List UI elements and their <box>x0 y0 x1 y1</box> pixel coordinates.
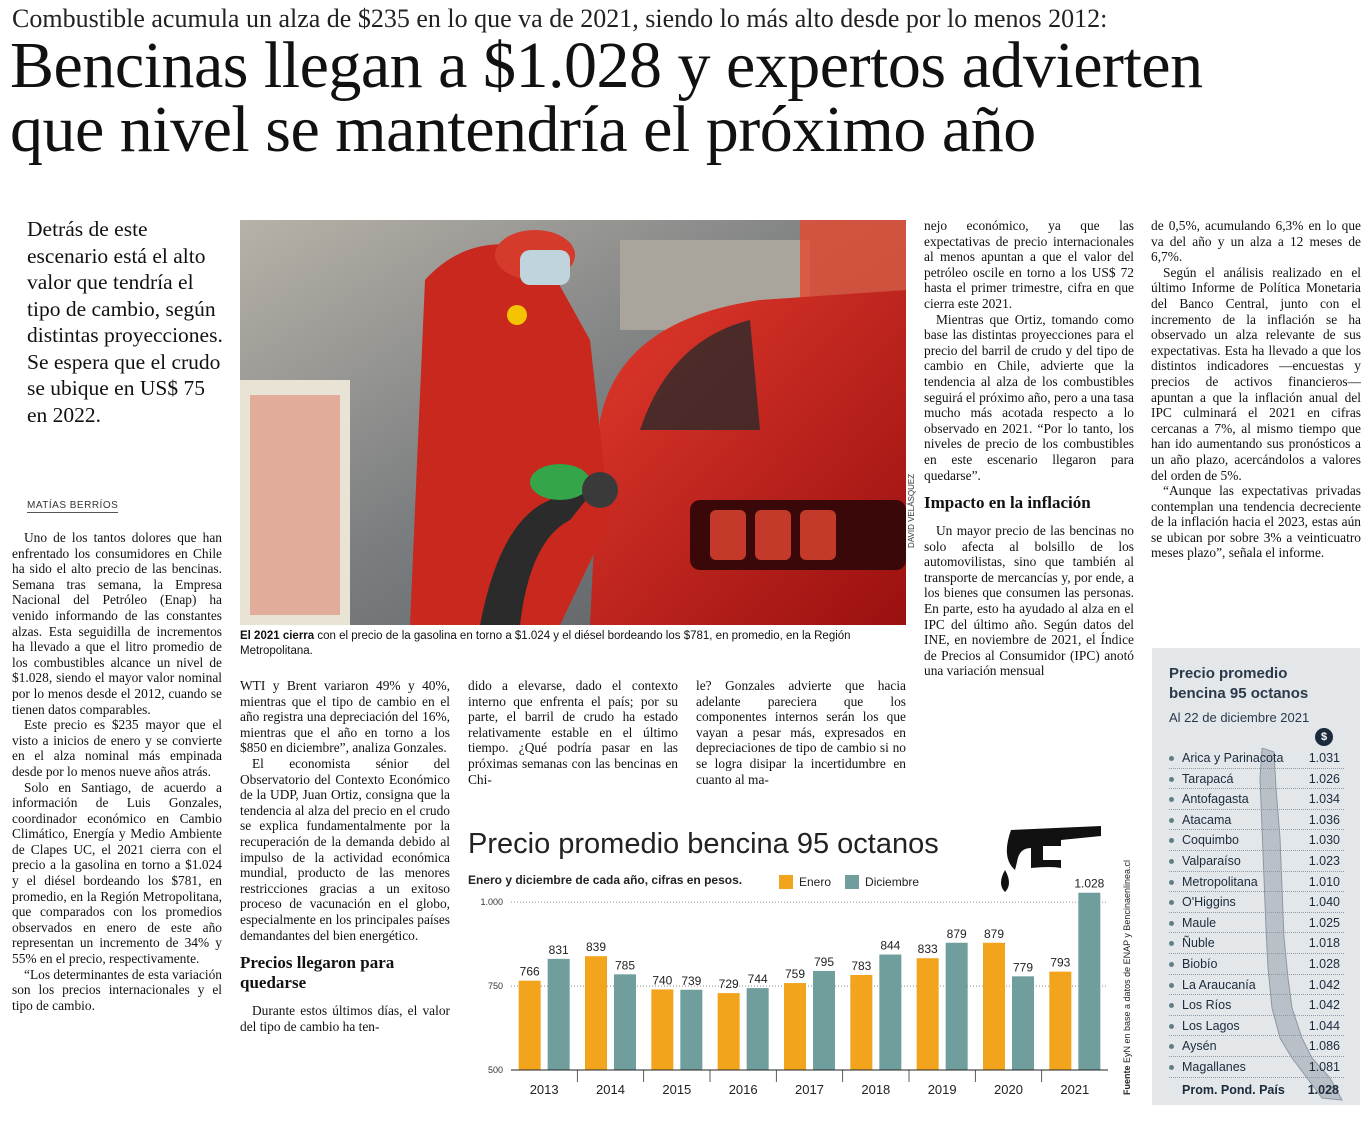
national-average-value: 1.028 <box>1307 1083 1339 1097</box>
region-list <box>1169 748 1344 1078</box>
bullet-icon <box>1169 1003 1174 1008</box>
region-row <box>1169 954 1344 975</box>
data-label: 785 <box>614 958 636 973</box>
data-label: 1.028 <box>1074 876 1105 891</box>
legend-label: Diciembre <box>865 875 920 889</box>
data-label: 783 <box>851 958 872 973</box>
region-price: 1.044 <box>1308 1018 1340 1033</box>
data-label: 795 <box>813 954 835 969</box>
bar-diciembre <box>548 959 570 1070</box>
data-label: 766 <box>519 964 540 979</box>
region-price: 1.030 <box>1308 833 1340 848</box>
region-price: 1.034 <box>1308 792 1340 807</box>
bar-diciembre <box>614 974 636 1070</box>
region-row <box>1169 995 1344 1016</box>
bar-enero <box>917 958 939 1070</box>
data-label: 759 <box>784 967 806 982</box>
region-name: Coquimbo <box>1182 833 1239 848</box>
data-label: 779 <box>1012 960 1034 975</box>
photo-fuel-attendant <box>240 220 906 625</box>
paragraph: Este precio es $235 mayor que el visto a inicios de enero y se convierte en el alza nominal más empinada desde por lo menos nueve años atrás. <box>12 717 222 779</box>
region-name: Los Ríos <box>1182 998 1232 1013</box>
paragraph: le? Gonzales advierte que hacia adelante pareciera que los componentes internos serán los que vayan a pesar más, expresados en depreciaciones de tipo de cambio si no se logra disipar la incertidumbre en cuanto al ma- <box>696 678 906 787</box>
region-name: Ñuble <box>1182 936 1215 951</box>
paragraph: WTI y Brent variaron 49% y 40%, mientras que el tipo de cambio en el año registra una depreciación del 16%, mientras que el año en torno a los $850 en diciembre”, analiza Gonzales. <box>240 678 450 756</box>
x-tick-label: 2021 <box>1060 1082 1090 1097</box>
region-name: Tarapacá <box>1182 771 1234 786</box>
chart-plot <box>463 818 1133 1108</box>
paragraph: Durante estos últimos días, el valor del tipo de cambio ha ten- <box>240 1003 450 1034</box>
region-name: Antofagasta <box>1182 792 1249 807</box>
subhead-precios: Precios llegaron para quedarse <box>240 953 395 993</box>
chart-title: Precio promedio bencina 95 octanos <box>468 828 939 860</box>
region-name: La Araucanía <box>1182 977 1256 992</box>
paragraph: “Los determinantes de esta variación son los precios internacionales y el tipo de cambio. <box>12 966 222 1013</box>
price-chart <box>463 818 1133 1108</box>
bar-enero <box>1049 972 1071 1070</box>
chart-source <box>1122 860 1132 1095</box>
region-price: 1.031 <box>1308 751 1340 765</box>
region-price: 1.018 <box>1308 936 1340 951</box>
subhead-inflacion: Impacto en la inflación <box>924 493 1091 513</box>
column-2 <box>240 678 450 1108</box>
column-1 <box>12 530 222 1108</box>
bar-diciembre <box>1012 976 1034 1070</box>
headline-line-1: Bencinas llegan a $1.028 y expertos advierten <box>10 29 1203 102</box>
bullet-icon <box>1169 818 1174 823</box>
bar-enero <box>651 989 673 1070</box>
bullet-icon <box>1169 941 1174 946</box>
sidebar-title <box>1169 664 1308 704</box>
bullet-icon <box>1169 921 1174 926</box>
region-price: 1.010 <box>1308 874 1340 889</box>
column-4 <box>696 678 906 798</box>
bullet-icon <box>1169 983 1174 988</box>
bar-diciembre <box>747 988 769 1070</box>
data-label: 879 <box>983 926 1005 941</box>
region-price: 1.040 <box>1308 895 1340 910</box>
bar-diciembre <box>879 955 901 1070</box>
bar-enero <box>850 975 872 1070</box>
bullet-icon <box>1169 900 1174 905</box>
region-price: 1.042 <box>1308 977 1340 992</box>
article-kicker: Combustible acumula un alza de $235 en lo que va de 2021, siendo lo más alto desde por lo menos 2012: <box>12 4 1108 33</box>
data-label: 839 <box>585 940 607 955</box>
bar-diciembre <box>680 990 702 1070</box>
bullet-icon <box>1169 756 1174 761</box>
bullet-icon <box>1169 962 1174 967</box>
region-price: 1.025 <box>1308 915 1340 930</box>
region-price: 1.042 <box>1308 998 1340 1013</box>
column-5 <box>924 218 1134 798</box>
bullet-icon <box>1169 859 1174 864</box>
paragraph: “Aunque las expectativas privadas contemplan una tendencia decreciente de la inflación hacia el 2023, estas aún se ubican por sobre 3% a veinticuatro meses plazo”, señala el informe. <box>1151 483 1361 561</box>
x-tick-label: 2016 <box>728 1082 758 1097</box>
paragraph: Según el análisis realizado en el último Informe de Política Monetaria del Banco Central, junto con el incremento de la inflación se ha observado un alza relevante de sus expectativas. Esta ha llevado a que los distintos indicadores —encuestas y precios de activos financieros— apuntan a que la inflación anual del IPC culminará el 2021 en cifras cercanas a 7%, al mismo tiempo que han ido aumentando sus pronósticos a un año plazo, acercándolos a valores del orden de 5%. <box>1151 264 1361 483</box>
column-3 <box>468 678 678 798</box>
bullet-icon <box>1169 1044 1174 1049</box>
bar-enero <box>585 956 607 1070</box>
region-name: Aysén <box>1182 1039 1217 1054</box>
bar-enero <box>519 981 541 1070</box>
bullet-icon <box>1169 797 1174 802</box>
article-headline <box>10 29 1360 166</box>
article-lead: Detrás de este escenario está el alto valor que tendría el tipo de cambio, según distintas proyecciones. Se espera que el crudo se ubique en US$ 75 en 2022. <box>27 217 223 427</box>
paragraph: Uno de los tantos dolores que han enfrentado los consumidores en Chile ha sido el alto precio de las bencinas. Semana tras semana, la Empresa Nacional del Petróleo (Enap) ha venido informando de las constantes alzas. Esta seguidilla de incrementos ha llevado a que el litro promedio de los combustibles alcance un nivel de $1.028, siendo el mayor valor nominal por lo menos desde el 2012, cuando se tienen datos comparables. <box>12 530 222 717</box>
caption-text: con el precio de la gasolina en torno a $1.024 y el diésel bordeando los $781, en promedio, en la Región Metropolitana. <box>240 630 851 657</box>
data-label: 729 <box>718 977 739 992</box>
bar-diciembre <box>1078 893 1100 1070</box>
region-row <box>1169 892 1344 913</box>
currency-icon: $ <box>1315 728 1333 746</box>
region-name: Los Lagos <box>1182 1018 1240 1033</box>
paragraph: El economista sénior del Observatorio del Contexto Económico de la UDP, Juan Ortiz, consigna que la tendencia al alza del precio en el crudo se explica fundamentalmente por la recuperación de la demanda debido al impulso de la actividad económica mundial, producto de las menores restricciones gracias a un exitoso proceso de vacunación en el globo, especialmente en los principales países demandantes del bien energético. <box>240 755 450 943</box>
region-row <box>1169 748 1344 769</box>
region-name: Metropolitana <box>1182 874 1258 889</box>
region-row <box>1169 1057 1344 1078</box>
data-label: 879 <box>946 926 967 941</box>
x-tick-label: 2014 <box>596 1082 625 1097</box>
sidebar-title-line-1: Precio promedio <box>1169 665 1288 682</box>
region-name: Atacama <box>1182 812 1232 827</box>
paragraph: Un mayor precio de las bencinas no solo afecta al bolsillo de los automovilistas, sino que también al transporte de mercancías y, por ende, a los bienes que consumen las personas. En parte, esto ha ayudado al alza en el IPC del último año. Según datos del INE, en noviembre de 2021, el Índice de Precios al Consumidor (IPC) anotó una variación mensual <box>924 523 1134 679</box>
column-6 <box>1151 218 1361 633</box>
region-row <box>1169 1036 1344 1057</box>
photo-caption <box>240 629 906 659</box>
region-row <box>1169 769 1344 790</box>
y-tick-label: 750 <box>487 981 503 992</box>
data-label: 793 <box>1050 955 1071 970</box>
bullet-icon <box>1169 777 1174 782</box>
sidebar-title-line-2: bencina 95 octanos <box>1169 685 1309 702</box>
region-name: Arica y Parinacota <box>1182 751 1284 765</box>
x-tick-label: 2019 <box>927 1082 957 1097</box>
paragraph: de 0,5%, acumulando 6,3% en lo que va del año y un alza a 12 meses de 6,7%. <box>1151 218 1361 265</box>
regional-prices-box <box>1152 648 1360 1105</box>
data-label: 831 <box>548 942 569 957</box>
byline: MATÍAS BERRÍOS <box>27 500 119 511</box>
paragraph: dido a elevarse, dado el contexto interno que enfrenta el país; por su parte, el barril de crudo ha estado relativamente estable en el último tiempo. ¿Qué podría pasar en las próximas semanas con las bencinas en Chi- <box>468 678 678 787</box>
source-label: Fuente <box>1122 1065 1132 1095</box>
region-price: 1.036 <box>1308 812 1340 827</box>
bar-diciembre <box>813 971 835 1070</box>
bullet-icon <box>1169 838 1174 843</box>
national-average-label: Prom. Pond. País <box>1182 1083 1285 1097</box>
chart-subtitle: Enero y diciembre de cada año, cifras en pesos. <box>468 873 743 887</box>
region-price: 1.086 <box>1308 1039 1340 1054</box>
region-row <box>1169 933 1344 954</box>
bar-enero <box>983 943 1005 1070</box>
region-price: 1.023 <box>1308 853 1340 868</box>
region-row <box>1169 810 1344 831</box>
paragraph: Mientras que Ortiz, tomando como base las distintas proyecciones para el precio del barril de crudo y del tipo de cambio en Chile, advierte que la tendencia al alza de los combustibles seguirá el próximo año, pero a una tasa mucho más acotada respecto a lo observado en 2021. “Por lo tanto, los niveles de precio de los combustibles en este escenario llegaron para quedarse”. <box>924 311 1134 483</box>
region-row <box>1169 913 1344 934</box>
national-average <box>1182 1083 1342 1097</box>
y-tick-label: 1.000 <box>480 897 503 908</box>
region-price: 1.026 <box>1308 771 1340 786</box>
data-label: 740 <box>652 973 673 988</box>
x-tick-label: 2013 <box>529 1082 559 1097</box>
caption-lead: El 2021 cierra <box>240 630 315 642</box>
region-row <box>1169 872 1344 893</box>
region-price: 1.028 <box>1308 956 1340 971</box>
region-row <box>1169 789 1344 810</box>
bar-enero <box>784 983 806 1070</box>
x-tick-label: 2018 <box>861 1082 891 1097</box>
region-name: O'Higgins <box>1182 895 1236 910</box>
x-tick-label: 2017 <box>795 1082 824 1097</box>
sidebar-date: Al 22 de diciembre 2021 <box>1169 710 1310 725</box>
bar-enero <box>718 993 740 1070</box>
x-tick-label: 2015 <box>662 1082 692 1097</box>
data-label: 844 <box>880 938 901 953</box>
legend-label: Enero <box>799 875 832 889</box>
bar-diciembre <box>946 943 968 1070</box>
paragraph: nejo económico, ya que las expectativas de precio internacionales al menos apuntan a que el valor del petróleo oscile en torno a los US$ 72 hasta el primer trimestre, cifra en que cierra este 2021. <box>924 218 1134 311</box>
region-name: Biobío <box>1182 956 1218 971</box>
headline-line-2: que nivel se mantendría el próximo año <box>10 93 1036 166</box>
region-name: Magallanes <box>1182 1059 1246 1074</box>
data-label: 744 <box>747 972 768 987</box>
bullet-icon <box>1169 880 1174 885</box>
data-label: 833 <box>917 942 938 957</box>
x-tick-label: 2020 <box>994 1082 1023 1097</box>
region-row <box>1169 1016 1344 1037</box>
photo-credit: DAVID VELÁSQUEZ <box>907 473 916 548</box>
y-tick-label: 500 <box>487 1065 503 1075</box>
region-row <box>1169 851 1344 872</box>
data-label: 739 <box>681 973 702 988</box>
region-name: Maule <box>1182 915 1217 930</box>
region-name: Valparaíso <box>1182 853 1241 868</box>
photo-illustration <box>240 220 906 625</box>
paragraph: Solo en Santiago, de acuerdo a información de Luis Gonzales, coordinador económico en Cambio Climático, Energía y Medio Ambiente de Clapes UC, el 2021 cierra con el precio a la gasolina en torno a $1.024 y el diésel bordeando los $781, en promedio, en la Región Metropolitana, que comparados con los promedios observados en enero de este año representan un incremento de 34% y 55% en el precio, respectivamente. <box>12 779 222 967</box>
region-price: 1.081 <box>1308 1059 1340 1074</box>
bullet-icon <box>1169 1024 1174 1029</box>
source-text: EyN en base a datos de ENAP y Bencinaenlinea.cl <box>1122 860 1132 1066</box>
bullet-icon <box>1169 1065 1174 1070</box>
region-row <box>1169 975 1344 996</box>
region-row <box>1169 830 1344 851</box>
